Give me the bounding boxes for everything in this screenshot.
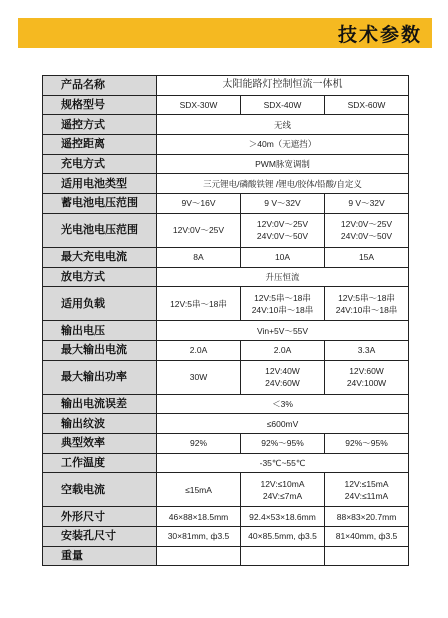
value-cell bbox=[325, 546, 409, 566]
table-row bbox=[43, 95, 409, 115]
value-cell: 升压恒流 bbox=[157, 267, 409, 287]
value-cell: 92%～95% bbox=[325, 433, 409, 453]
row-label: 适用负载 bbox=[43, 287, 157, 321]
table-row bbox=[43, 321, 409, 341]
value-line: 24V:60W bbox=[265, 378, 300, 389]
value-cell: 12V:0V～25V bbox=[157, 213, 241, 247]
value-cell bbox=[325, 287, 409, 321]
table-row bbox=[43, 453, 409, 473]
table-row bbox=[43, 473, 409, 507]
value-cell: ≤600mV bbox=[157, 414, 409, 434]
value-cell: SDX-40W bbox=[241, 95, 325, 115]
value-cell: 2.0A bbox=[157, 340, 241, 360]
value-cell bbox=[325, 213, 409, 247]
value-cell: 太阳能路灯控制恒流一体机 bbox=[157, 76, 409, 96]
value-line: 12V:5串～18串 bbox=[254, 292, 311, 303]
row-label: 空载电流 bbox=[43, 473, 157, 507]
value-line: 12V:5串～18串 bbox=[338, 292, 395, 303]
row-label: 适用电池类型 bbox=[43, 174, 157, 194]
row-label: 外形尺寸 bbox=[43, 507, 157, 527]
value-cell: 81×40mm, ф3.5 bbox=[325, 527, 409, 547]
value-cell bbox=[325, 360, 409, 394]
value-cell: 92%～95% bbox=[241, 433, 325, 453]
table-row bbox=[43, 154, 409, 174]
value-line: 24V:100W bbox=[346, 378, 387, 389]
row-label: 最大输出功率 bbox=[43, 360, 157, 394]
row-label: 最大输出电流 bbox=[43, 340, 157, 360]
row-label: 工作温度 bbox=[43, 453, 157, 473]
value-cell: 无线 bbox=[157, 115, 409, 135]
row-label: 产品名称 bbox=[43, 76, 157, 96]
row-label: 重量 bbox=[43, 546, 157, 566]
table-row bbox=[43, 527, 409, 547]
value-cell: SDX-60W bbox=[325, 95, 409, 115]
row-label: 输出电流误差 bbox=[43, 394, 157, 414]
table-row bbox=[43, 433, 409, 453]
value-cell bbox=[241, 546, 325, 566]
row-label: 典型效率 bbox=[43, 433, 157, 453]
value-cell: SDX-30W bbox=[157, 95, 241, 115]
value-cell: PWM脉宽调制 bbox=[157, 154, 409, 174]
row-label: 遥控距离 bbox=[43, 135, 157, 155]
value-cell: 3.3A bbox=[325, 340, 409, 360]
table-row bbox=[43, 194, 409, 214]
spec-table bbox=[42, 75, 409, 566]
value-cell: -35℃~55℃ bbox=[157, 453, 409, 473]
table-row bbox=[43, 414, 409, 434]
table-row bbox=[43, 213, 409, 247]
value-line: 24V:0V～50V bbox=[256, 231, 309, 242]
value-cell: 15A bbox=[325, 247, 409, 267]
value-line: 12V:0V～25V bbox=[340, 219, 393, 230]
value-line: 24V:0V～50V bbox=[340, 231, 393, 242]
value-line: 12V:60W bbox=[349, 366, 384, 377]
table-row bbox=[43, 287, 409, 321]
table-row bbox=[43, 546, 409, 566]
value-cell: 9V～16V bbox=[157, 194, 241, 214]
row-label: 光电池电压范围 bbox=[43, 213, 157, 247]
table-row bbox=[43, 174, 409, 194]
row-label: 输出纹波 bbox=[43, 414, 157, 434]
row-label: 安装孔尺寸 bbox=[43, 527, 157, 547]
value-line: 12V:40W bbox=[265, 366, 300, 377]
table-row bbox=[43, 507, 409, 527]
value-cell: 9 V～32V bbox=[241, 194, 325, 214]
value-cell: 40×85.5mm, ф3.5 bbox=[241, 527, 325, 547]
value-cell: ＜3% bbox=[157, 394, 409, 414]
value-cell bbox=[325, 473, 409, 507]
row-label: 蓄电池电压范围 bbox=[43, 194, 157, 214]
value-cell: 30W bbox=[157, 360, 241, 394]
row-label: 遥控方式 bbox=[43, 115, 157, 135]
value-line: 24V:10串～18串 bbox=[335, 304, 398, 315]
value-cell: 9 V～32V bbox=[325, 194, 409, 214]
row-label: 放电方式 bbox=[43, 267, 157, 287]
table-row bbox=[43, 247, 409, 267]
value-line: 24V:≤11mA bbox=[344, 490, 389, 501]
value-cell bbox=[241, 287, 325, 321]
value-cell: 88×83×20.7mm bbox=[325, 507, 409, 527]
value-line: 24V:10串～18串 bbox=[251, 304, 314, 315]
value-cell: 30×81mm, ф3.5 bbox=[157, 527, 241, 547]
value-line: 24V:≤7mA bbox=[262, 490, 303, 501]
table-row bbox=[43, 394, 409, 414]
table-row bbox=[43, 360, 409, 394]
page-title: 技术参数 bbox=[337, 23, 422, 46]
value-cell: 46×88×18.5mm bbox=[157, 507, 241, 527]
value-cell: 8A bbox=[157, 247, 241, 267]
table-row bbox=[43, 267, 409, 287]
table-row bbox=[43, 340, 409, 360]
value-cell: 92.4×53×18.6mm bbox=[241, 507, 325, 527]
value-cell: Vin+5V～55V bbox=[157, 321, 409, 341]
table-row bbox=[43, 76, 409, 96]
value-cell: 12V:5串～18串 bbox=[157, 287, 241, 321]
value-line: 12V:≤10mA bbox=[260, 478, 305, 489]
value-cell bbox=[157, 546, 241, 566]
value-cell: ≤15mA bbox=[157, 473, 241, 507]
value-cell: 92% bbox=[157, 433, 241, 453]
table-row bbox=[43, 115, 409, 135]
value-cell bbox=[241, 360, 325, 394]
value-cell bbox=[241, 213, 325, 247]
table-row bbox=[43, 135, 409, 155]
value-cell: 10A bbox=[241, 247, 325, 267]
value-cell: ＞40m（无遮挡） bbox=[157, 135, 409, 155]
row-label: 输出电压 bbox=[43, 321, 157, 341]
value-line: 12V:≤15mA bbox=[344, 478, 389, 489]
value-cell: 三元锂电/磷酸铁锂 /锂电/胶体/铅酸/自定义 bbox=[157, 174, 409, 194]
row-label: 规格型号 bbox=[43, 95, 157, 115]
value-cell: 2.0A bbox=[241, 340, 325, 360]
value-line: 12V:0V～25V bbox=[256, 219, 309, 230]
row-label: 最大充电电流 bbox=[43, 247, 157, 267]
value-cell bbox=[241, 473, 325, 507]
header-bar bbox=[18, 18, 432, 48]
row-label: 充电方式 bbox=[43, 154, 157, 174]
